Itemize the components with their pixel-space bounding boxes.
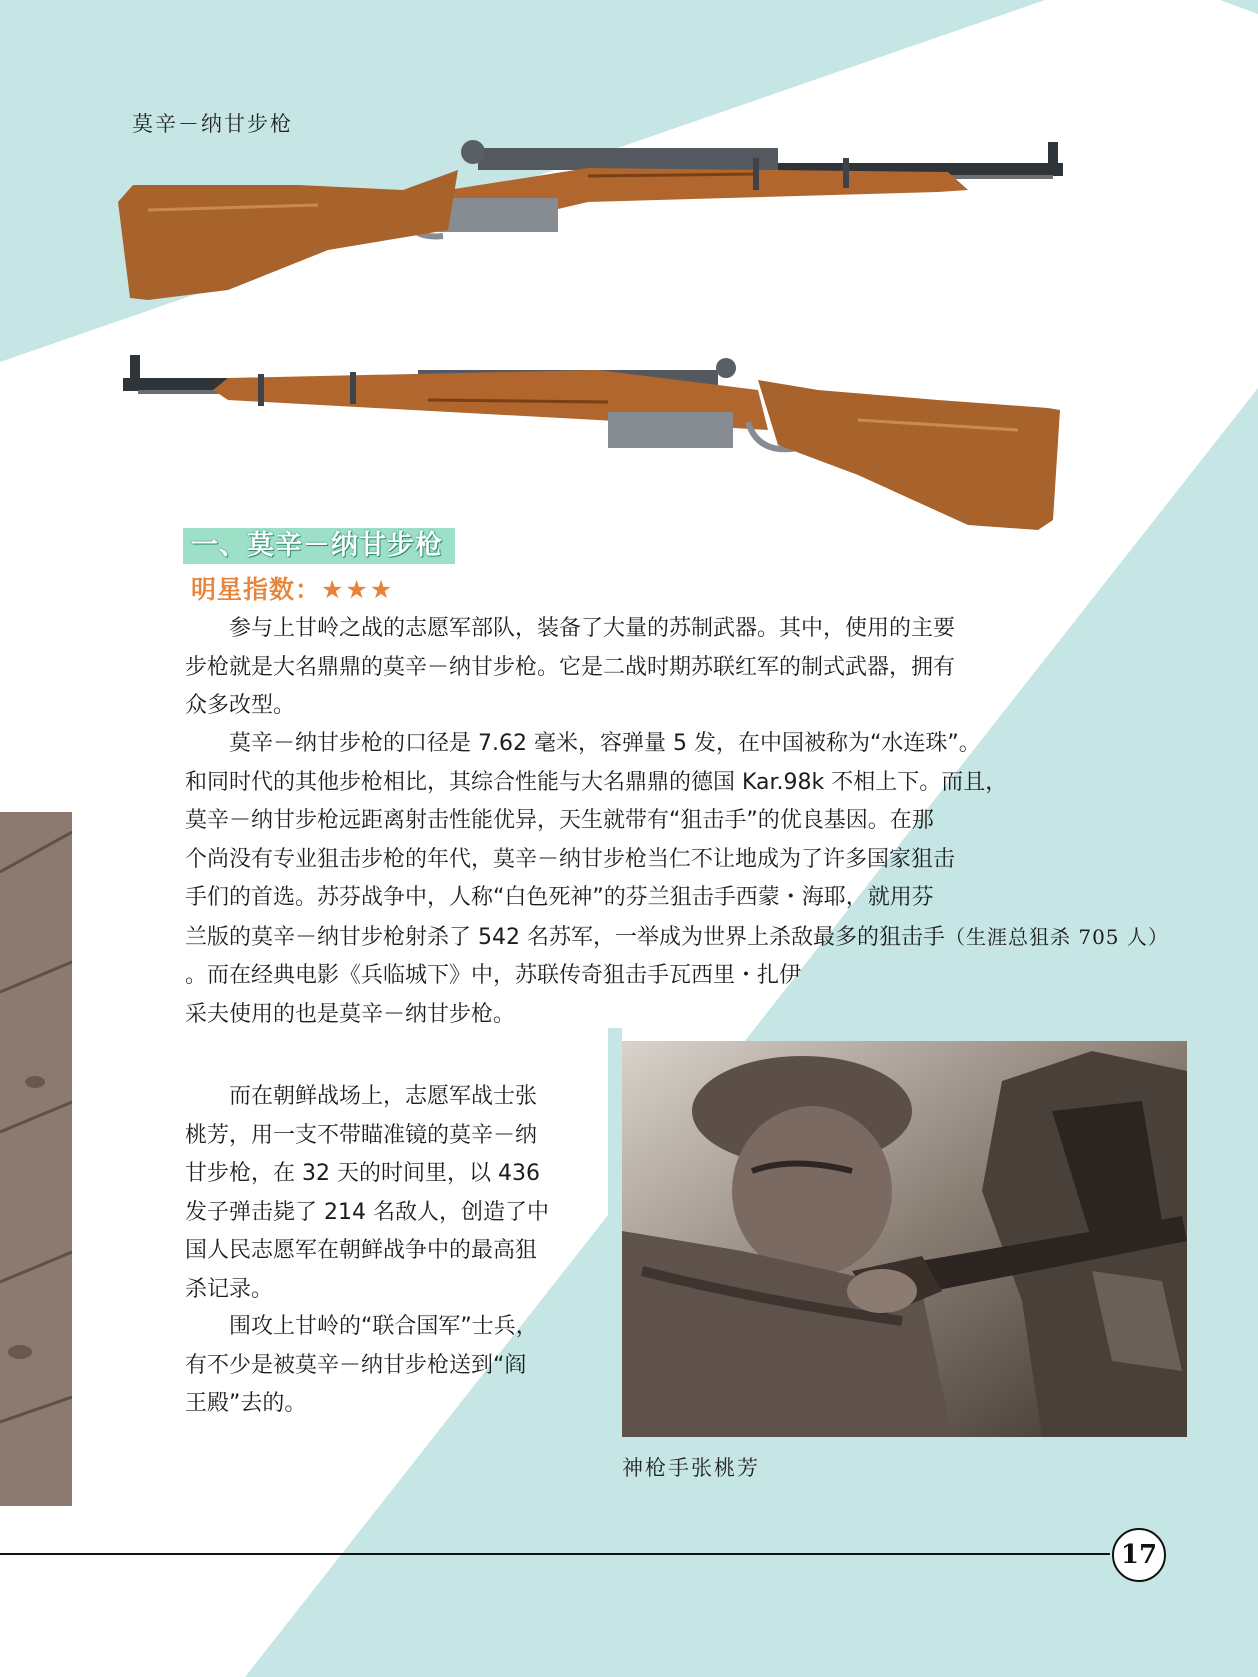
rifle-image-top <box>118 130 1068 330</box>
paragraph-line: 甘步枪，在 32 天的时间里，以 436 <box>185 1161 540 1186</box>
paragraph-4 <box>185 1308 595 1424</box>
paragraph-line: 围攻上甘岭的“联合国军”士兵， <box>229 1314 538 1339</box>
paragraph-line: 众多改型。 <box>185 693 296 718</box>
paragraph-line: 而在朝鲜战场上，志愿军战士张 <box>229 1084 538 1109</box>
paragraph-line: 个尚没有专业狙击步枪的年代，莫辛－纳甘步枪当仁不让地成为了许多国家狙击 <box>185 846 956 872</box>
paragraph-line: 手们的首选。苏芬战争中，人称“白色死神”的芬兰狙击手西蒙・海耶，就用芬 <box>185 885 934 910</box>
star-rating-row <box>191 570 394 606</box>
paragraph-line: 。而在经典电影《兵临城下》中，苏联传奇狙击手瓦西里・扎伊 <box>185 963 802 988</box>
paragraph-3 <box>185 1078 595 1309</box>
paragraph-line: 莫辛－纳甘步枪的口径是 7.62 毫米，容弹量 5 发，在中国被称为“水连珠”。 <box>229 731 981 756</box>
photo-caption: 神枪手张桃芳 <box>622 1456 760 1480</box>
paragraph-line-text: 兰版的莫辛－纳甘步枪射杀了 542 名苏军，一举成为世界上杀敌最多的狙击手 <box>185 924 945 950</box>
paragraph-line: 参与上甘岭之战的志愿军部队，装备了大量的苏制武器。其中，使用的主要 <box>229 616 956 641</box>
footer-rule <box>0 1553 1110 1555</box>
paragraph-line: 和同时代的其他步枪相比，其综合性能与大名鼎鼎的德国 Kar.98k 不相上下。而且， <box>185 769 1008 795</box>
sniper-photo <box>622 1041 1187 1437</box>
rifle-image-bottom <box>118 350 1063 540</box>
paragraph-line: 杀记录。 <box>185 1276 274 1302</box>
paragraph-line: 步枪就是大名鼎鼎的莫辛－纳甘步枪。它是二战时期苏联红军的制式武器，拥有 <box>185 654 956 680</box>
wood-grain-decoration <box>0 812 72 1506</box>
paragraph-line: 采夫使用的也是莫辛－纳甘步枪。 <box>185 1001 516 1027</box>
star-rating-stars: ★★★ <box>321 575 395 604</box>
paragraph-1 <box>185 610 1085 726</box>
paragraph-line: 国人民志愿军在朝鲜战争中的最高狙 <box>185 1238 538 1263</box>
page-number: 17 <box>1112 1528 1166 1582</box>
paragraph-line: 莫辛－纳甘步枪远距离射击性能优异，天生就带有“狙击手”的优良基因。在那 <box>185 808 934 833</box>
paragraph-2 <box>185 725 1169 1034</box>
paragraph-line: 发子弹击毙了 214 名敌人，创造了中 <box>185 1199 549 1225</box>
paragraph-line: 有不少是被莫辛－纳甘步枪送到“阎 <box>185 1352 527 1378</box>
rifle-image-caption: 莫辛－纳甘步枪 <box>132 112 293 136</box>
star-rating-label: 明星指数： <box>191 575 322 604</box>
paragraph-line <box>185 918 1169 958</box>
paragraph-line: 桃芳，用一支不带瞄准镜的莫辛－纳 <box>185 1122 538 1148</box>
section-heading: 一、莫辛－纳甘步枪 <box>183 528 455 564</box>
kill-count-note: （生涯总狙杀 705 人） <box>944 924 1169 949</box>
paragraph-line: 王殿”去的。 <box>185 1391 307 1416</box>
